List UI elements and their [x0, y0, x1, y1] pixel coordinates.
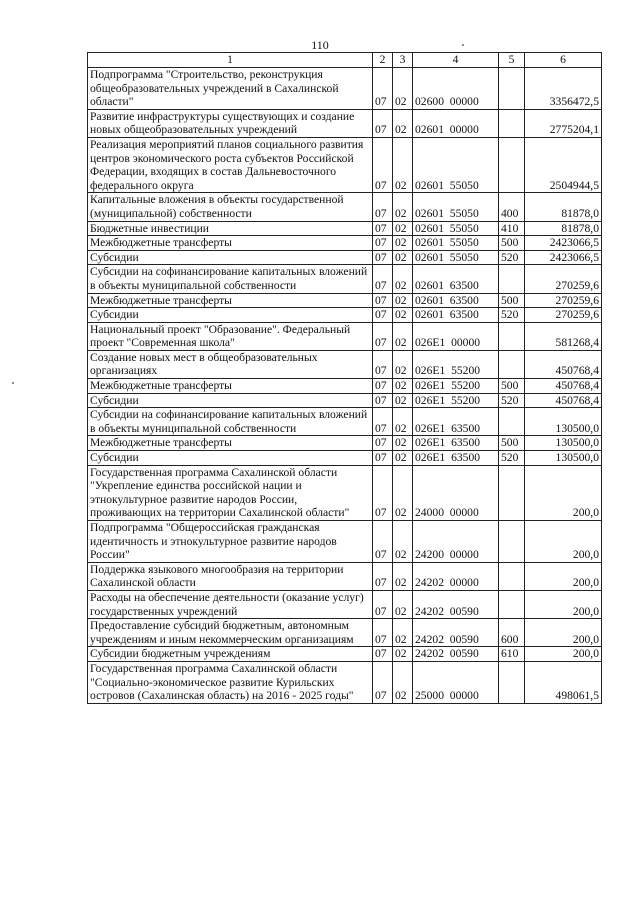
row-section: 07 — [373, 590, 393, 618]
row-target-code: 026E1 55200 — [413, 393, 499, 408]
row-expense-type: 520 — [499, 393, 525, 408]
row-name: Межбюджетные трансферты — [88, 236, 373, 251]
row-section: 07 — [373, 521, 393, 563]
column-header: 5 — [499, 53, 525, 68]
row-amount: 270259,6 — [525, 293, 602, 308]
row-target-code: 24202 00590 — [413, 619, 499, 647]
row-subsection: 02 — [393, 590, 413, 618]
row-amount: 498061,5 — [525, 661, 602, 703]
row-amount: 200,0 — [525, 562, 602, 590]
row-target-code: 02601 63500 — [413, 308, 499, 323]
row-subsection: 02 — [393, 647, 413, 662]
page-number: 110 — [311, 38, 329, 52]
table-row — [88, 109, 602, 137]
row-section: 07 — [373, 451, 393, 466]
row-expense-type — [499, 68, 525, 110]
row-subsection: 02 — [393, 521, 413, 563]
row-name: Реализация мероприятий планов социального развития центров экономического роста субъектов Российской Федерации, входящих в состав Дальневосточного федерального округа — [88, 137, 373, 192]
row-target-code: 02601 55050 — [413, 250, 499, 265]
row-name: Создание новых мест в общеобразовательных организациях — [88, 350, 373, 378]
table-row — [88, 221, 602, 236]
row-name: Государственная программа Сахалинской области "Социально-экономическое развитие Курильских островов (Сахалинская область) на 2016 - 2025 годы" — [88, 661, 373, 703]
row-expense-type: 500 — [499, 436, 525, 451]
table-row — [88, 590, 602, 618]
table-row — [88, 408, 602, 436]
row-amount: 200,0 — [525, 647, 602, 662]
row-expense-type: 610 — [499, 647, 525, 662]
row-section: 07 — [373, 221, 393, 236]
row-subsection: 02 — [393, 619, 413, 647]
row-subsection: 02 — [393, 451, 413, 466]
row-subsection: 02 — [393, 236, 413, 251]
table-row — [88, 236, 602, 251]
row-target-code: 02601 00000 — [413, 109, 499, 137]
row-subsection: 02 — [393, 293, 413, 308]
table-row — [88, 265, 602, 293]
row-section: 07 — [373, 137, 393, 192]
row-expense-type — [499, 350, 525, 378]
row-amount: 270259,6 — [525, 265, 602, 293]
row-amount: 81878,0 — [525, 221, 602, 236]
row-amount: 270259,6 — [525, 308, 602, 323]
row-subsection: 02 — [393, 350, 413, 378]
row-subsection: 02 — [393, 265, 413, 293]
row-section: 07 — [373, 265, 393, 293]
row-target-code: 24202 00590 — [413, 590, 499, 618]
row-section: 07 — [373, 647, 393, 662]
row-expense-type — [499, 521, 525, 563]
row-target-code: 026E1 63500 — [413, 451, 499, 466]
row-subsection: 02 — [393, 308, 413, 323]
row-amount: 3356472,5 — [525, 68, 602, 110]
scan-speck — [462, 44, 464, 46]
row-amount: 2423066,5 — [525, 250, 602, 265]
row-expense-type — [499, 661, 525, 703]
table-row — [88, 293, 602, 308]
row-name: Национальный проект "Образование". Федеральный проект "Современная школа" — [88, 322, 373, 350]
row-amount: 581268,4 — [525, 322, 602, 350]
column-header: 3 — [393, 53, 413, 68]
row-subsection: 02 — [393, 137, 413, 192]
row-target-code: 02601 63500 — [413, 293, 499, 308]
row-name: Развитие инфраструктуры существующих и создание новых общеобразовательных учреждений — [88, 109, 373, 137]
row-amount: 450768,4 — [525, 379, 602, 394]
table-row — [88, 379, 602, 394]
table-row — [88, 661, 602, 703]
table-row — [88, 521, 602, 563]
table-row — [88, 562, 602, 590]
row-amount: 81878,0 — [525, 193, 602, 221]
row-subsection: 02 — [393, 250, 413, 265]
row-amount: 130500,0 — [525, 451, 602, 466]
header-row — [88, 53, 602, 68]
table-row — [88, 393, 602, 408]
row-expense-type: 500 — [499, 379, 525, 394]
row-amount: 200,0 — [525, 521, 602, 563]
row-name: Субсидии на софинансирование капитальных вложений в объекты муниципальной собственности — [88, 408, 373, 436]
row-target-code: 25000 00000 — [413, 661, 499, 703]
row-section: 07 — [373, 408, 393, 436]
row-name: Подпрограмма "Строительство, реконструкция общеобразовательных учреждений в Сахалинской области" — [88, 68, 373, 110]
table-row — [88, 308, 602, 323]
row-target-code: 02601 55050 — [413, 193, 499, 221]
row-subsection: 02 — [393, 109, 413, 137]
row-amount: 2504944,5 — [525, 137, 602, 192]
row-target-code: 026E1 63500 — [413, 436, 499, 451]
row-section: 07 — [373, 562, 393, 590]
row-name: Капитальные вложения в объекты государственной (муниципальной) собственности — [88, 193, 373, 221]
row-target-code: 02601 63500 — [413, 265, 499, 293]
row-target-code: 026E1 55200 — [413, 350, 499, 378]
table-row — [88, 619, 602, 647]
row-expense-type — [499, 137, 525, 192]
column-header: 2 — [373, 53, 393, 68]
row-subsection: 02 — [393, 379, 413, 394]
row-subsection: 02 — [393, 465, 413, 520]
row-target-code: 026E1 63500 — [413, 408, 499, 436]
row-expense-type: 520 — [499, 308, 525, 323]
row-section: 07 — [373, 250, 393, 265]
row-section: 07 — [373, 661, 393, 703]
row-name: Межбюджетные трансферты — [88, 379, 373, 394]
row-expense-type — [499, 562, 525, 590]
row-section: 07 — [373, 436, 393, 451]
table-row — [88, 250, 602, 265]
row-expense-type: 520 — [499, 250, 525, 265]
row-name: Субсидии — [88, 451, 373, 466]
row-name: Поддержка языкового многообразия на территории Сахалинской области — [88, 562, 373, 590]
row-amount: 130500,0 — [525, 436, 602, 451]
row-name: Государственная программа Сахалинской области "Укрепление единства российской нации и этнокультурное развитие народов России, проживающих на территории Сахалинской области" — [88, 465, 373, 520]
row-amount: 200,0 — [525, 619, 602, 647]
row-section: 07 — [373, 379, 393, 394]
row-target-code: 02601 55050 — [413, 221, 499, 236]
row-target-code: 24200 00000 — [413, 521, 499, 563]
row-expense-type: 500 — [499, 236, 525, 251]
row-expense-type — [499, 322, 525, 350]
table-row — [88, 322, 602, 350]
row-subsection: 02 — [393, 68, 413, 110]
row-section: 07 — [373, 308, 393, 323]
row-section: 07 — [373, 236, 393, 251]
row-amount: 200,0 — [525, 590, 602, 618]
row-expense-type: 600 — [499, 619, 525, 647]
row-section: 07 — [373, 68, 393, 110]
column-header: 4 — [413, 53, 499, 68]
row-target-code: 24000 00000 — [413, 465, 499, 520]
row-expense-type — [499, 590, 525, 618]
row-name: Предоставление субсидий бюджетным, автономным учреждениям и иным некоммерческим организациям — [88, 619, 373, 647]
table-row — [88, 137, 602, 192]
table-row — [88, 193, 602, 221]
row-section: 07 — [373, 322, 393, 350]
row-name: Субсидии на софинансирование капитальных вложений в объекты муниципальной собственности — [88, 265, 373, 293]
table-row — [88, 451, 602, 466]
row-subsection: 02 — [393, 221, 413, 236]
row-expense-type — [499, 265, 525, 293]
row-expense-type: 520 — [499, 451, 525, 466]
budget-table — [87, 52, 602, 704]
row-name: Бюджетные инвестиции — [88, 221, 373, 236]
row-name: Подпрограмма "Общероссийская гражданская идентичность и этнокультурное развитие народов России" — [88, 521, 373, 563]
row-target-code: 24202 00590 — [413, 647, 499, 662]
row-section: 07 — [373, 350, 393, 378]
table-row — [88, 647, 602, 662]
row-subsection: 02 — [393, 193, 413, 221]
row-amount: 2775204,1 — [525, 109, 602, 137]
row-expense-type: 410 — [499, 221, 525, 236]
row-section: 07 — [373, 619, 393, 647]
row-subsection: 02 — [393, 408, 413, 436]
row-expense-type: 400 — [499, 193, 525, 221]
row-amount: 130500,0 — [525, 408, 602, 436]
row-name: Межбюджетные трансферты — [88, 436, 373, 451]
row-amount: 200,0 — [525, 465, 602, 520]
row-target-code: 02601 55050 — [413, 137, 499, 192]
row-subsection: 02 — [393, 562, 413, 590]
table-row — [88, 350, 602, 378]
row-subsection: 02 — [393, 393, 413, 408]
row-section: 07 — [373, 109, 393, 137]
row-name: Субсидии — [88, 393, 373, 408]
row-section: 07 — [373, 393, 393, 408]
row-name: Субсидии — [88, 250, 373, 265]
row-target-code: 24202 00000 — [413, 562, 499, 590]
row-name: Субсидии бюджетным учреждениям — [88, 647, 373, 662]
row-target-code: 02601 55050 — [413, 236, 499, 251]
row-expense-type — [499, 465, 525, 520]
table-row — [88, 68, 602, 110]
row-target-code: 026E1 00000 — [413, 322, 499, 350]
scan-speck — [12, 382, 14, 384]
row-name: Межбюджетные трансферты — [88, 293, 373, 308]
table-row — [88, 465, 602, 520]
row-section: 07 — [373, 465, 393, 520]
row-target-code: 026E1 55200 — [413, 379, 499, 394]
row-amount: 450768,4 — [525, 350, 602, 378]
table-row — [88, 436, 602, 451]
row-expense-type — [499, 408, 525, 436]
row-expense-type — [499, 109, 525, 137]
row-target-code: 02600 00000 — [413, 68, 499, 110]
row-name: Субсидии — [88, 308, 373, 323]
row-amount: 450768,4 — [525, 393, 602, 408]
row-amount: 2423066,5 — [525, 236, 602, 251]
row-section: 07 — [373, 293, 393, 308]
row-subsection: 02 — [393, 322, 413, 350]
row-subsection: 02 — [393, 661, 413, 703]
row-subsection: 02 — [393, 436, 413, 451]
row-section: 07 — [373, 193, 393, 221]
row-name: Расходы на обеспечение деятельности (оказание услуг) государственных учреждений — [88, 590, 373, 618]
row-expense-type: 500 — [499, 293, 525, 308]
table-body — [88, 68, 602, 704]
column-header: 1 — [88, 53, 373, 68]
column-header: 6 — [525, 53, 602, 68]
